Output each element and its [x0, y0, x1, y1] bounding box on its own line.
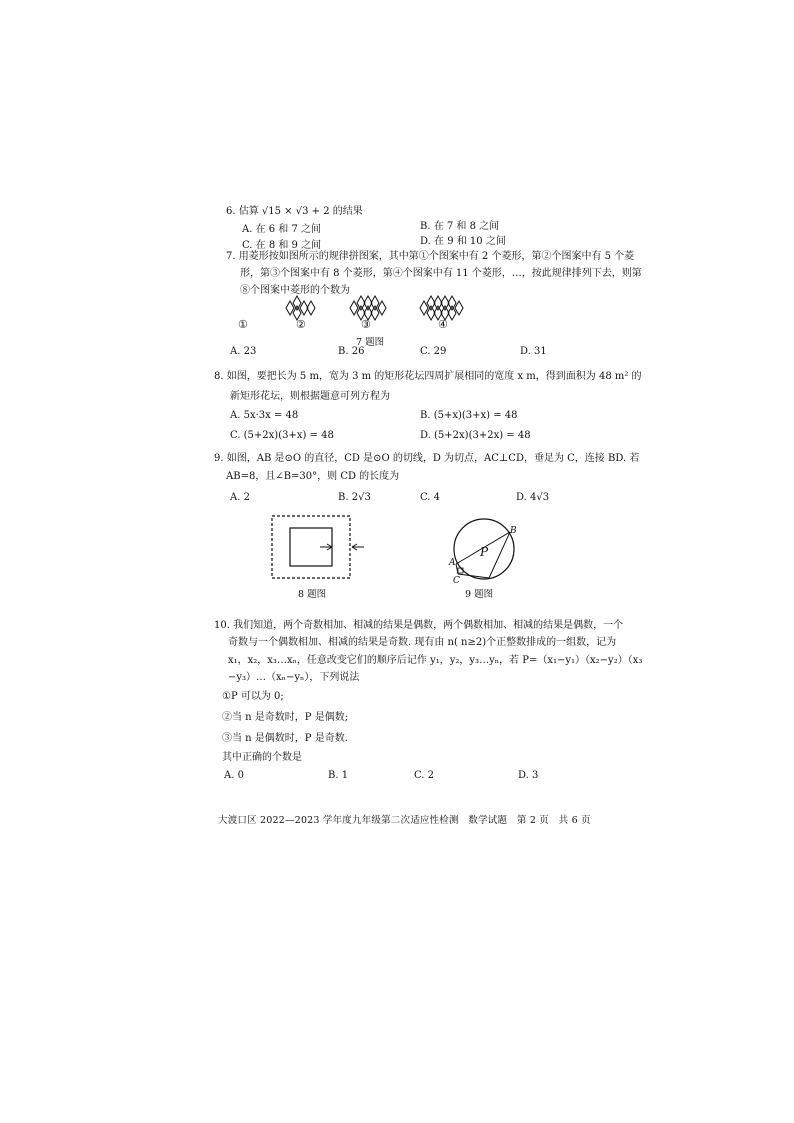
q7-pattern-label-2: ②	[296, 318, 306, 331]
q10-option-b: B. 1	[328, 770, 349, 781]
q10-line-2: 奇数与一个偶数相加、相减的结果是奇数. 现有由 n( n≥2)个正整数排成的一组数，记为	[228, 637, 617, 648]
q8-line-1: 8. 如图，要把长为 5 m，宽为 3 m 的矩形花坛四周扩展相同的宽度 x m，得到面积为 48 m² 的	[214, 371, 642, 382]
q8-option-d: D. (5+2x)(3+2x) = 48	[420, 430, 531, 441]
q7-pattern-label-1: ①	[238, 318, 248, 331]
q9-line-2: AB=8，且∠B=30°，则 CD 的长度为	[226, 471, 400, 482]
q7-pattern-label-3: ③	[361, 318, 371, 331]
q7-pattern-label-4: ④	[438, 318, 448, 331]
page-footer: 大渡口区 2022—2023 学年度九年级第二次适应性检测 数学试题 第 2 页 共 6 页	[218, 815, 591, 826]
q7-option-a: A. 23	[230, 346, 257, 357]
q7-line-2: 形，第③个图案中有 8 个菱形，第④个图案中有 11 个菱形，…，按此规律排列下去，则第	[240, 268, 642, 279]
q10-line-1: 10. 我们知道，两个奇数相加、相减的结果是偶数，两个偶数相加、相减的结果是偶数，一个	[214, 620, 624, 631]
q10-line-3: x₁，x₂，x₃…xₙ，任意改变它们的顺序后记作 y₁，y₂，y₃…yₙ，若 P=（x₁−y₁）（x₂−y₂）（x₃	[228, 655, 643, 666]
q9-point-label-c: C	[453, 576, 460, 586]
q10-question: 其中正确的个数是	[222, 752, 302, 763]
q7-rhombus-patterns	[230, 292, 470, 332]
q8-figure-caption: 8 题图	[298, 589, 327, 600]
q8-figure	[268, 512, 368, 592]
q9-figure-caption: 9 题图	[465, 589, 494, 600]
q6-option-c: C. 在 8 和 9 之间	[242, 240, 322, 251]
q9-point-label-p: P	[480, 545, 489, 559]
q7-option-d: D. 31	[520, 346, 547, 357]
q8-option-b: B. (5+x)(3+x) = 48	[420, 410, 518, 421]
q10-option-c: C. 2	[414, 770, 435, 781]
q9-option-a: A. 2	[230, 492, 250, 503]
q9-option-d: D. 4√3	[516, 492, 550, 503]
q10-line-4: −y₃）…（xₙ−yₙ），下列说法	[228, 672, 360, 683]
q9-line-1: 9. 如图，AB 是⊙O 的直径，CD 是⊙O 的切线，D 为切点，AC⊥CD，垂足为 C，连接 BD. 若	[214, 453, 640, 464]
q8-option-c: C. (5+2x)(3+x) = 48	[230, 430, 334, 441]
q10-statement-1: ①P 可以为 0;	[222, 691, 284, 702]
q10-statement-2: ②当 n 是奇数时，P 是偶数;	[222, 712, 349, 723]
q6-stem: 6. 估算 √15 × √3 + 2 的结果	[226, 206, 363, 217]
q9-point-label-b: B	[510, 526, 517, 536]
q7-line-1: 7. 用菱形按如图所示的规律拼图案，其中第①个图案中有 2 个菱形，第②个图案中有 5 个菱	[226, 251, 635, 262]
q6-option-a: A. 在 6 和 7 之间	[242, 224, 322, 235]
q10-option-a: A. 0	[224, 770, 244, 781]
q8-option-a: A. 5x·3x = 48	[230, 410, 299, 421]
q7-option-c: C. 29	[420, 346, 447, 357]
q7-option-b: B. 26	[338, 346, 365, 357]
q9-option-b: B. 2√3	[338, 492, 371, 503]
q9-option-c: C. 4	[420, 492, 441, 503]
q10-option-d: D. 3	[518, 770, 539, 781]
q10-statement-3: ③当 n 是偶数时，P 是奇数.	[222, 733, 348, 744]
q8-line-2: 新矩形花坛，则根据题意可列方程为	[230, 391, 390, 402]
q6-option-b: B. 在 7 和 8 之间	[420, 221, 500, 232]
q6-option-d: D. 在 9 和 10 之间	[420, 236, 506, 247]
q9-point-label-a: A	[449, 558, 456, 568]
q7-figure-caption: 7 题图	[356, 337, 385, 348]
q7-line-3: ⑧个图案中菱形的个数为	[240, 285, 350, 296]
